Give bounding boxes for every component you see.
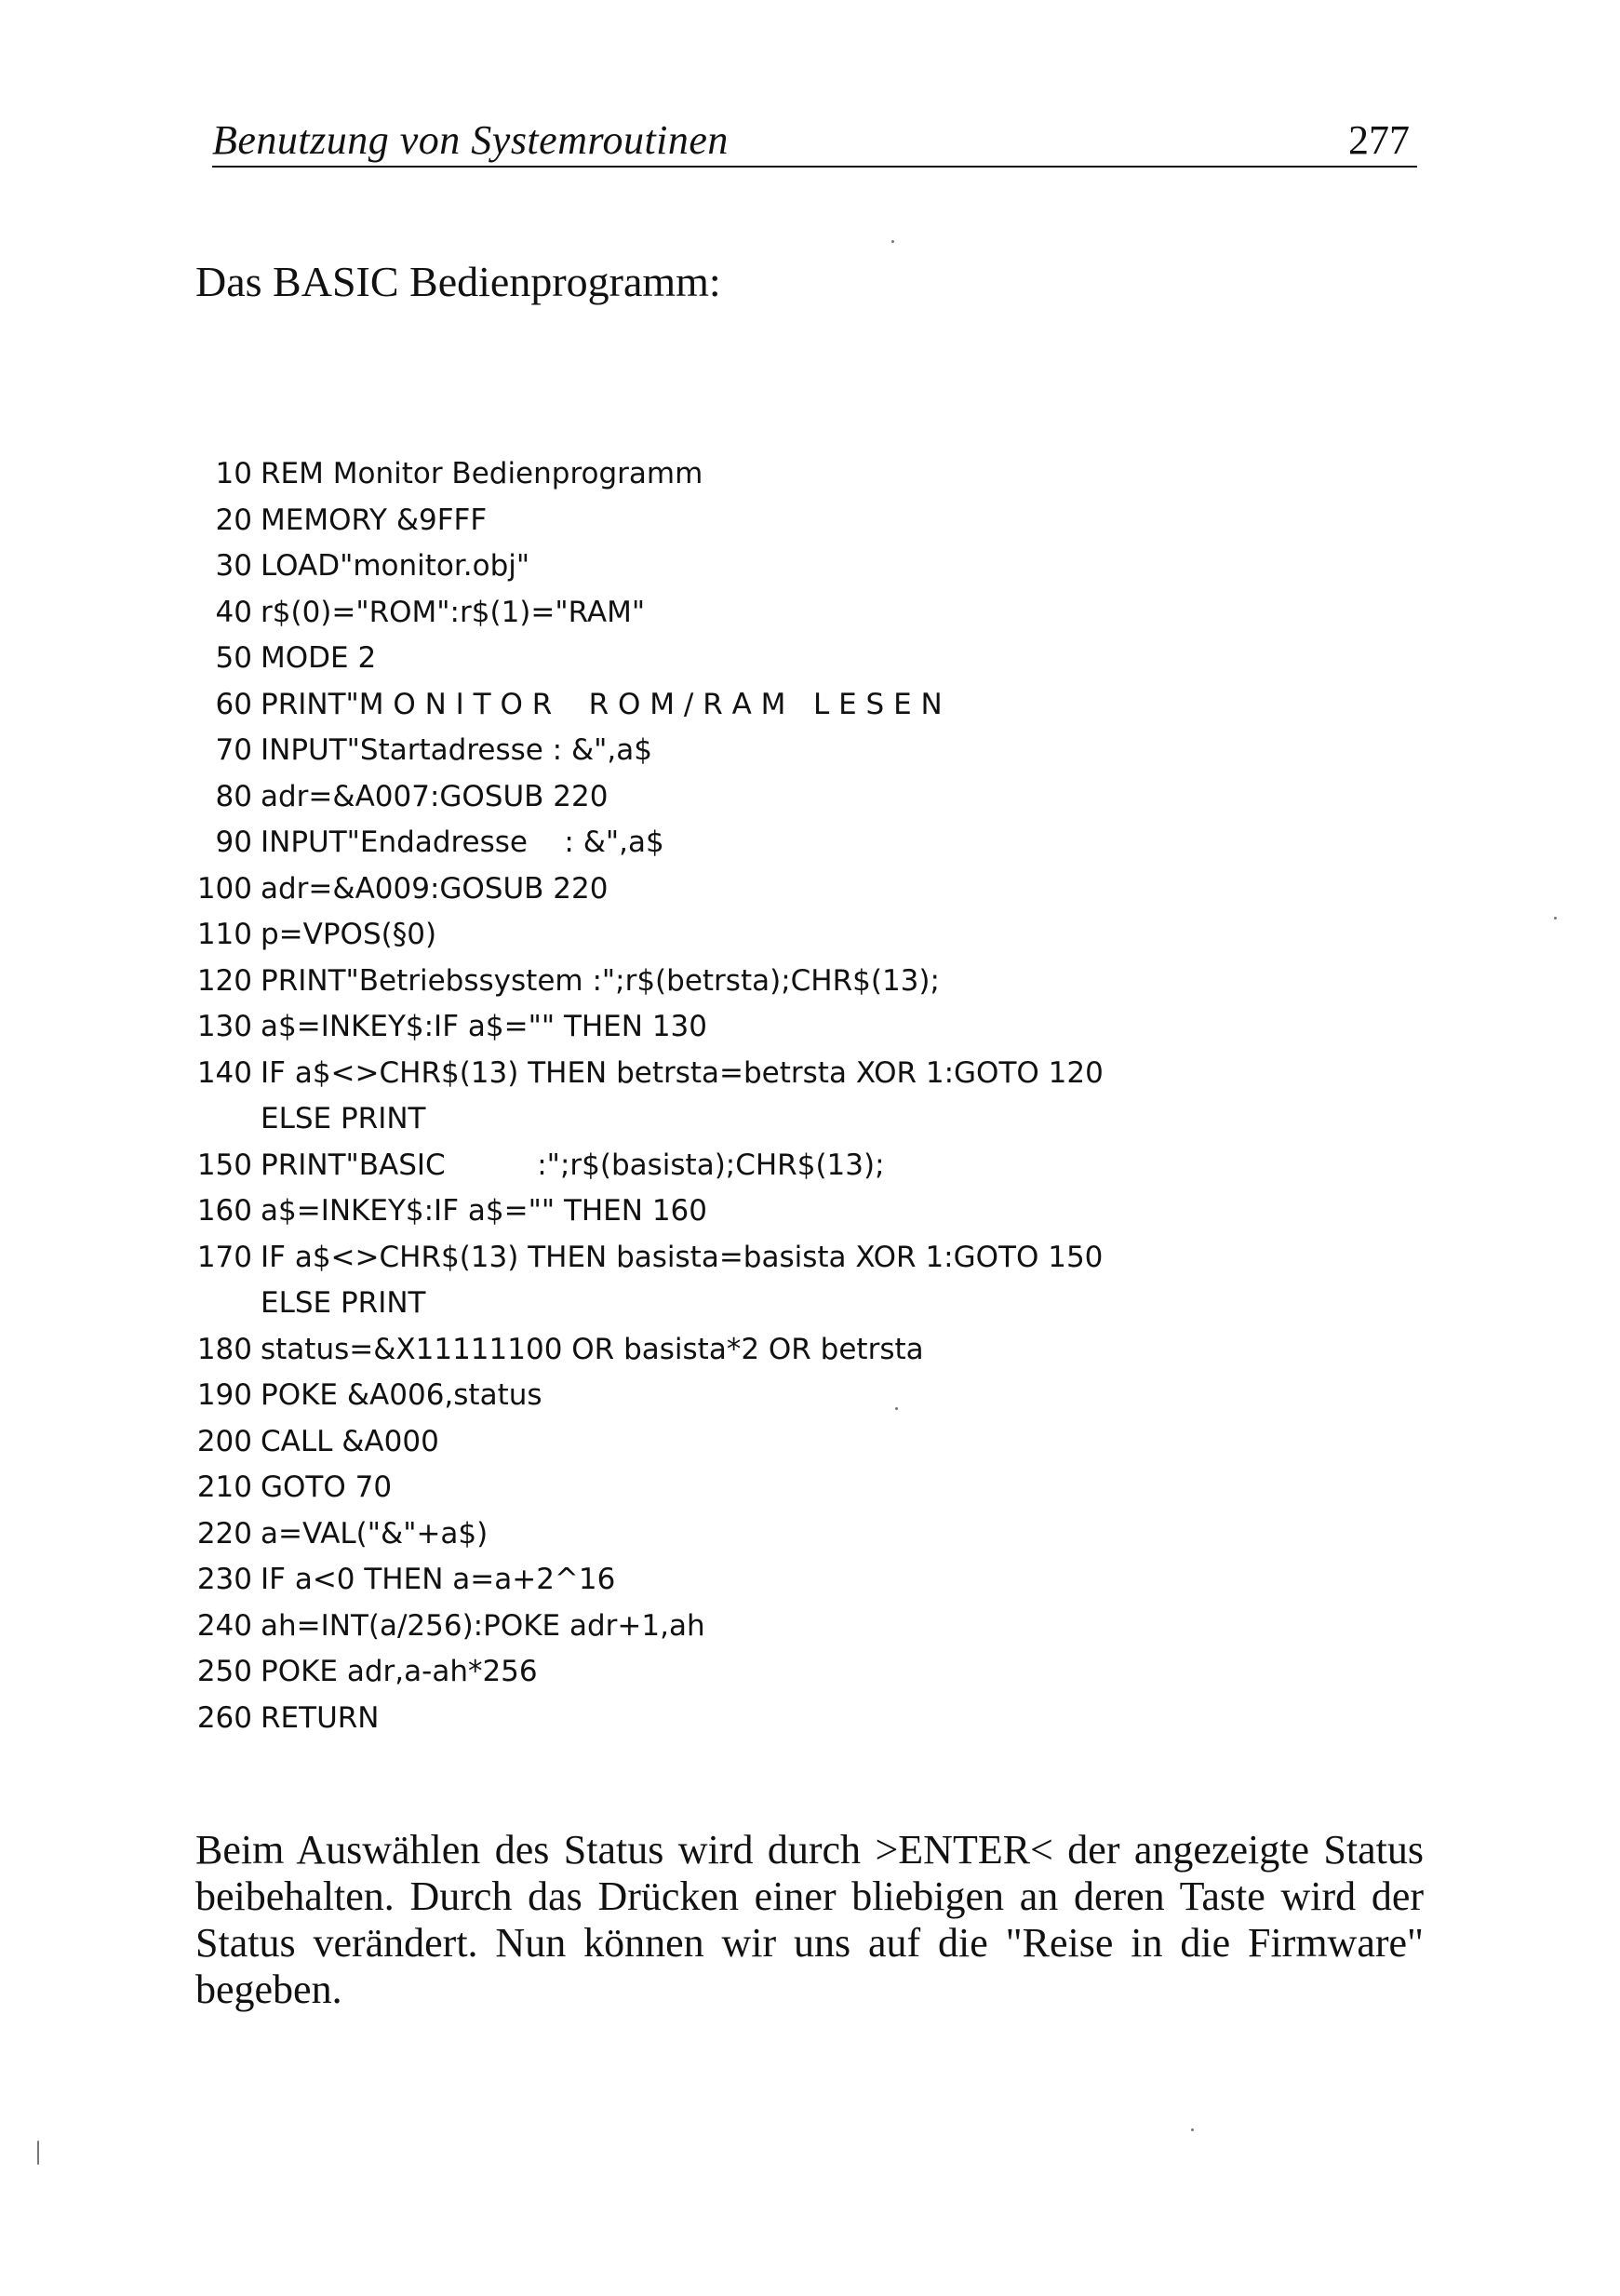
line-number: 30 [215,549,252,583]
line-code: POKE adr,a-ah*256 [261,1655,538,1688]
scan-speck [891,240,894,243]
line-code: p=VPOS(§0) [261,918,437,951]
line-number: 210 [196,1470,252,1504]
line-number: 10 [215,457,252,490]
code-line [194,866,1104,913]
running-header [212,115,1417,168]
line-code: a=VAL("&"+a$) [261,1516,489,1551]
line-code: a$=INKEY$:IF a$="" THEN 160 [261,1194,707,1228]
line-number: 170 [196,1240,252,1274]
code-line [194,1327,1104,1374]
code-line [194,590,1104,637]
line-number: 90 [215,826,252,859]
line-code: GOTO 70 [261,1470,393,1504]
line-code: IF a<0 THEN a=a+2^16 [261,1563,616,1596]
line-number: 190 [196,1378,252,1412]
code-line [194,498,1104,544]
line-code: INPUT"Endadresse : &",a$ [261,826,664,859]
line-code: PRINT"BASIC :";r$(basista);CHR$(13); [261,1148,885,1182]
code-line [194,1465,1104,1511]
line-code: a$=INKEY$:IF a$="" THEN 130 [261,1010,707,1043]
code-line [194,1604,1104,1650]
line-number: 130 [196,1010,252,1043]
line-number: 110 [196,918,252,951]
line-number: 200 [196,1424,252,1458]
line-code: LOAD"monitor.obj" [261,549,530,583]
line-code: RETURN [261,1700,380,1735]
scan-speck [37,2141,39,2165]
line-code: adr=&A009:GOSUB 220 [261,871,609,906]
code-line [194,1051,1104,1097]
code-line [194,1649,1104,1696]
basic-code-listing [194,451,1104,1741]
line-number: 150 [196,1148,252,1182]
line-number: 230 [196,1563,252,1596]
code-line [194,1419,1104,1466]
scan-speck [1191,2128,1194,2131]
line-code: status=&X11111100 OR basista*2 OR betrsta [261,1332,924,1366]
line-number: 80 [215,779,252,813]
line-code: PRINT"Betriebssystem :";r$(betrsta);CHR$(13); [261,963,940,998]
header-title: Benutzung von Systemroutinen [212,117,729,163]
line-code: r$(0)="ROM":r$(1)="RAM" [261,595,646,629]
code-line [194,820,1104,866]
code-line [194,1557,1104,1604]
line-code: INPUT"Startadresse : &",a$ [261,733,652,767]
line-code: ELSE PRINT [261,1286,426,1320]
scan-speck [895,1407,898,1410]
line-number: 140 [196,1055,252,1090]
code-line [194,451,1104,498]
line-number: 70 [215,733,252,767]
line-number: 220 [196,1516,252,1551]
scan-speck [1554,917,1557,920]
code-line [194,1004,1104,1051]
line-number: 250 [196,1655,252,1688]
code-line [194,636,1104,682]
line-number: 260 [196,1700,252,1735]
line-number: 50 [215,641,252,675]
line-number: 40 [215,595,252,629]
page-number: 277 [1348,117,1410,163]
line-code: CALL &A000 [261,1424,439,1458]
code-line [194,1511,1104,1558]
line-code: PRINT"M O N I T O R R O M / R A M L E S E N [261,687,943,721]
body-paragraph: Beim Auswählen des Status wird durch >ENTER< der angezeigte Status beibehalten. Durch das Drücken einer bliebigen an deren Taste wird der Status verändert. Nun können wir uns auf die "Reise in die Firmware" begeben. [195,1827,1424,2012]
code-line [194,774,1104,821]
line-number: 240 [196,1608,252,1643]
line-code: POKE &A006,status [261,1378,542,1412]
line-code: REM Monitor Bedienprogramm [261,457,703,490]
line-code: adr=&A007:GOSUB 220 [261,779,609,813]
line-number: 160 [196,1194,252,1228]
code-line [194,1143,1104,1189]
code-line [194,728,1104,774]
code-line [194,1096,1104,1143]
line-number: 120 [196,963,252,998]
line-code: IF a$<>CHR$(13) THEN basista=basista XOR 1:GOTO 150 [261,1240,1104,1274]
code-line [194,959,1104,1005]
line-number: 100 [196,871,252,906]
line-code: MODE 2 [261,641,377,675]
line-code: MEMORY &9FFF [261,503,488,537]
code-line [194,1696,1104,1742]
line-code: ah=INT(a/256):POKE adr+1,ah [261,1608,705,1643]
code-line [194,912,1104,959]
code-line [194,1188,1104,1235]
line-number: 60 [215,687,252,721]
code-line [194,544,1104,590]
line-code: IF a$<>CHR$(13) THEN betrsta=betrsta XOR 1:GOTO 120 [261,1055,1104,1090]
code-line [194,682,1104,729]
code-line [194,1373,1104,1419]
line-number: 180 [196,1332,252,1366]
code-line [194,1235,1104,1282]
code-line [194,1281,1104,1327]
section-heading: Das BASIC Bedienprogramm: [195,258,721,305]
line-number: 20 [215,503,252,537]
line-code: ELSE PRINT [261,1102,426,1135]
